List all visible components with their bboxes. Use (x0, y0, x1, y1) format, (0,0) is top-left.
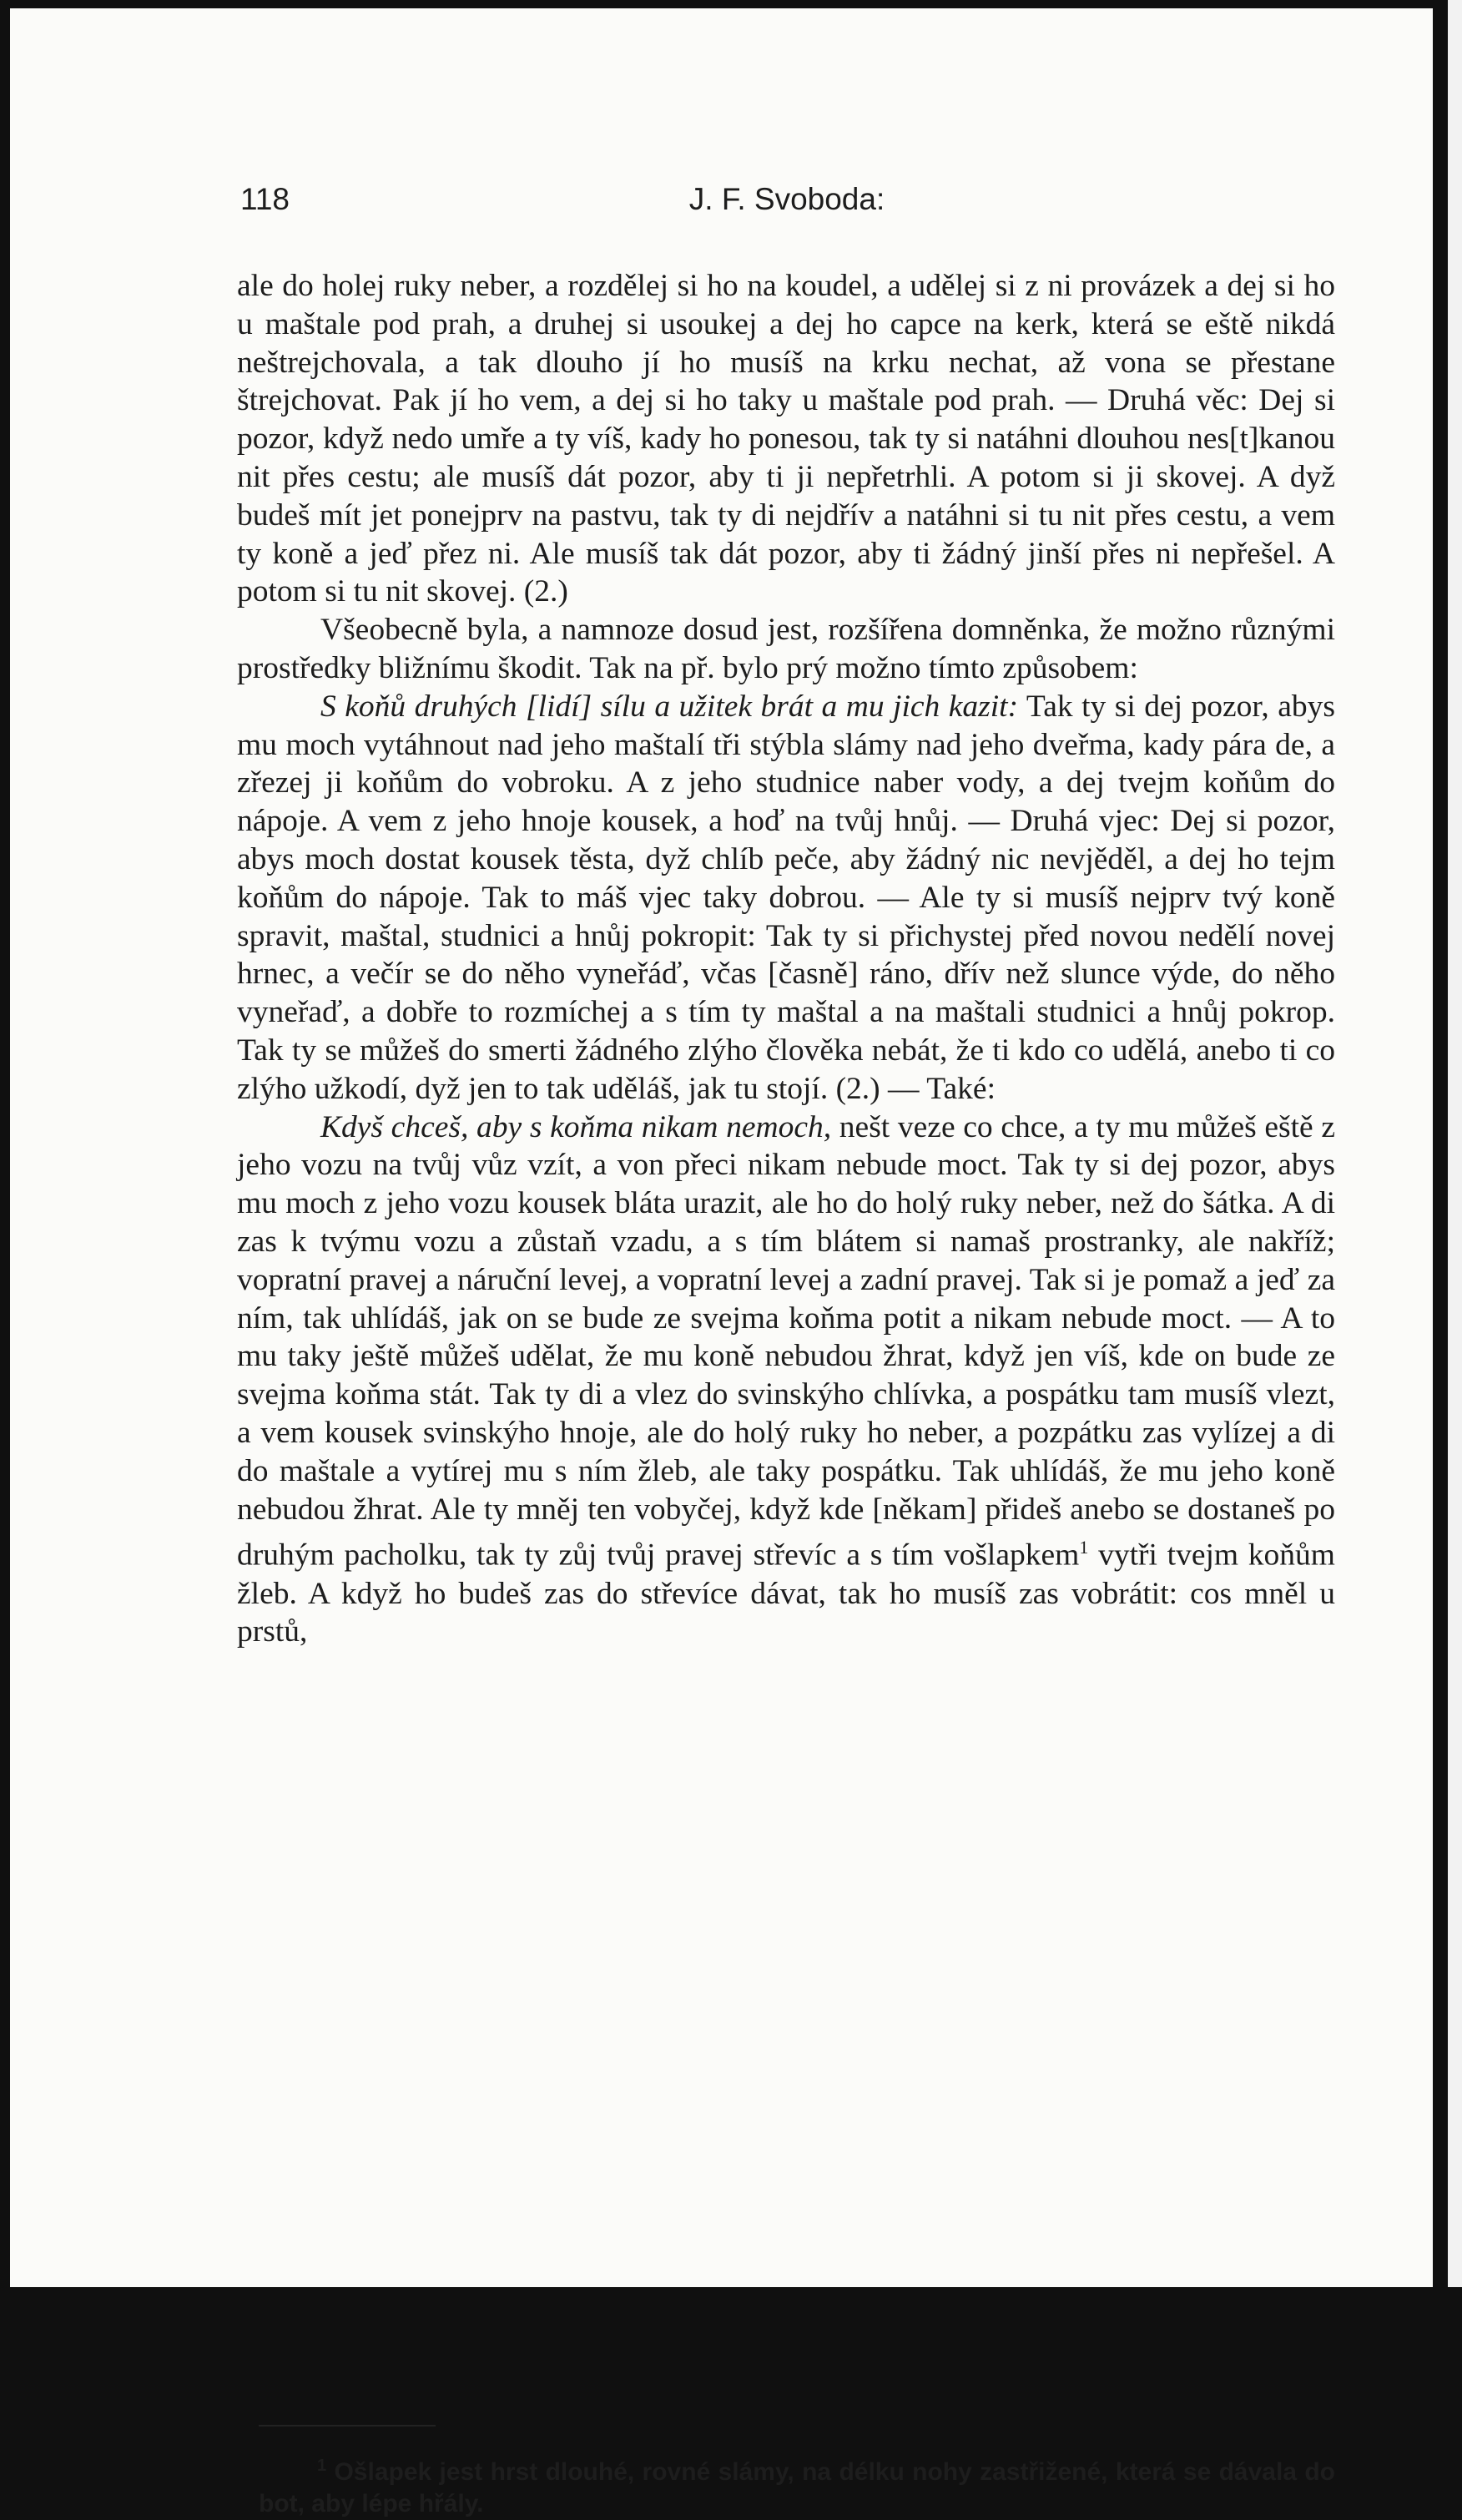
paragraph-4-heading: Kdyš chceš, aby s koňma nikam nemoch, (320, 1109, 832, 1144)
paragraph-2 (237, 611, 1335, 688)
scanned-page (10, 8, 1433, 2517)
paragraph-2-text: Všeobecně byla, a namnoze dosud jest, rozšířena domněnka, že možno různými prostředky bližnímu škodit. Tak na př. bylo prý možno tímto způsobem: (237, 613, 1335, 685)
page-number: 118 (240, 182, 290, 216)
footnote-reference: 1 (1079, 1537, 1089, 1558)
page-header (240, 182, 1333, 229)
footnote-text: Ošlapek jest hrst dlouhé, rovné slámy, na délku nohy zastřižené, která se dávala do bot, aby lépe hřály. (259, 2458, 1335, 2517)
footnote-item (259, 2450, 1335, 2520)
paragraph-3-text: Tak ty si dej pozor, abys mu moch vytáhnout nad jeho maštalí tři stýbla slámy nad jeho dveřma, kady pára de, a zřezej ji koňům do vobroku. A z jeho studnice naber vody, a dej tvejm koňům do nápoje. A vem z jeho hnoje kousek, a hoď na tvůj hnůj. — Druhá vjec: Dej si pozor, abys moch dostat kousek těsta, dyž chlíb peče, aby žádný nic nevjěděl, a dej ho tejm koňům do nápoje. Tak to máš vjec taky dobrou. — Ale ty si musíš nejprv tvý koně spravit, maštal, studnici a hnůj pokropit: Tak ty si přichystej před novou nedělí novej hrnec, a večír se do něho vyneřáď, včas [časně] ráno, dřív než slunce výde, do něho vyneřaď, a dobře to rozmíchej a s tím ty maštal a na maštali studnici a hnůj pokrop. Tak ty se můžeš do smerti žádného zlýho člověka nebát, že ti kdo co udělá, anebo ti co zlýho užkodí, dyž jen to tak uděláš, jak tu stojí. (2.) — Také: (237, 689, 1335, 1106)
paragraph-4 (237, 1108, 1335, 1652)
paragraph-3-heading: S koňů druhých [lidí] sílu a užitek brát a mu jich kazit: (320, 689, 1019, 724)
body-text (237, 267, 1335, 1651)
paragraph-1 (237, 267, 1335, 611)
paragraph-4-text-before: nešt veze co chce, a ty mu můžeš eště z jeho vozu na tvůj vůz vzít, a von přeci nikam nebude moct. Tak ty si dej pozor, abys mu moch z jeho vozu kousek bláta urazit, ale ho do holý ruky neber, než do šátka. A di zas k tvýmu vozu a zůstaň vzadu, a s tím blátem si namaš prostranky, ale nakříž; vopratní pravej a náruční levej, a vopratní levej a zadní pravej. Tak si je pomaž a jeď za ním, tak uhlídáš, jak on se bude ze svejma koňma potit a nikam nebude moct. — A to mu taky ještě můžeš udělat, že mu koně nebudou žhrat, když jen víš, kde on bude ze svejma koňma stát. Tak ty di a vlez do svinskýho chlívka, a pospátku tam musíš vlezt, a vem kousek svinskýho hnoje, ale do holý ruky ho neber, a pozpátku zas vylízej a di do maštale a vytírej mu s ním žleb, ale taky pospátku. Tak uhlídáš, že mu jeho koně nebudou žhrat. Ale ty mněj ten vobyčej, když kde [někam] přideš anebo se dostaneš po druhým pacholku, tak ty zůj tvůj pravej střevíc a s tím vošlapkem (237, 1109, 1335, 1573)
paragraph-1-text: ale do holej ruky neber, a rozdělej si ho na koudel, a udělej si z ni provázek a dej si ho u maštale pod prah, a druhej si usoukej a dej ho capce na kerk, která se eště nikdá neštrejchovala, a tak dlouho jí ho musíš na krku nechat, až vona se přestane štrejchovat. Pak jí ho vem, a dej si ho taky u maštale pod prah. — Druhá věc: Dej si pozor, když nedo umře a ty víš, kady ho ponesou, tak ty si natáhni dlouhou nes[t]kanou nit přes cestu; ale musíš dát pozor, aby ti ji nepřetrhli. A potom si ji skovej. A dyž budeš mít jet ponejprv na pastvu, tak ty di nejdřív a natáhni si tu nit přes cestu, a vem ty koně a jeď přez ni. Ale musíš tak dát pozor, aby ti žádný jinší přes ni nepřešel. A potom si tu nit skovej. (2.) (237, 269, 1335, 609)
footnote-mark: 1 (317, 2457, 327, 2475)
paragraph-3 (237, 688, 1335, 1108)
paragraph-4-text-after: vytři tvejm koňům žleb. A když ho budeš zas do střevíce dávat, tak ho musíš zas vobrátit: cos mněl u prstů, (237, 1538, 1335, 1649)
footnotes (259, 2450, 1335, 2520)
running-head: J. F. Svoboda: (688, 182, 885, 216)
page-edge (1448, 0, 1462, 2287)
footnote-divider (259, 2425, 436, 2427)
